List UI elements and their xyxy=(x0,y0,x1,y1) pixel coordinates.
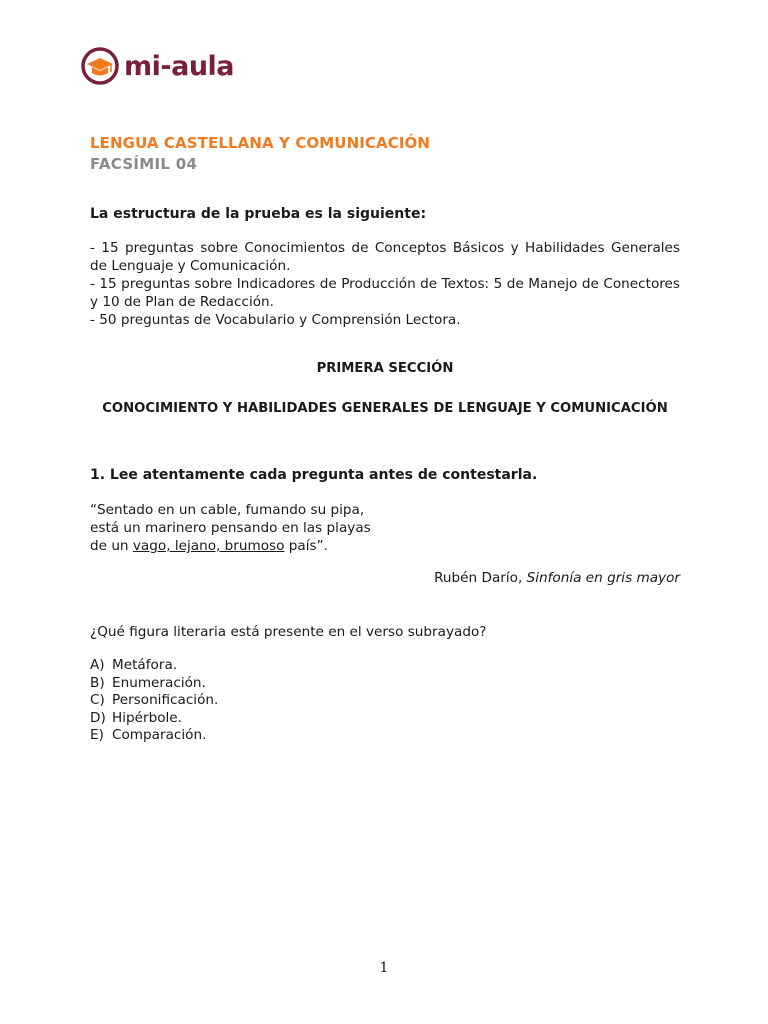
answer-option xyxy=(90,657,218,675)
option-text: Personificación. xyxy=(112,692,219,709)
option-text: Enumeración. xyxy=(112,674,206,691)
option-letter: E) xyxy=(90,727,104,744)
graduation-cap-circle-icon xyxy=(80,46,120,86)
question-instruction: 1. Lee atentamente cada pregunta antes de contestarla. xyxy=(90,467,538,483)
answer-option xyxy=(90,710,218,728)
option-text: Hipérbole. xyxy=(112,709,182,726)
option-letter: D) xyxy=(90,709,106,726)
underlined-verse: vago, lejano, brumoso xyxy=(132,538,285,554)
facsimil-title: FACSÍMIL 04 xyxy=(90,155,198,173)
section-subtitle: CONOCIMIENTO Y HABILIDADES GENERALES DE LENGUAJE Y COMUNICACIÓN xyxy=(102,401,668,416)
option-letter: C) xyxy=(90,692,105,709)
option-text: Metáfora. xyxy=(112,657,178,673)
poem-line: está un marinero pensando en las playas xyxy=(90,520,371,536)
subject-title: LENGUA CASTELLANA Y COMUNICACIÓN xyxy=(90,134,431,152)
option-letter: A) xyxy=(90,657,105,673)
structure-item: - 50 preguntas de Vocabulario y Comprensión Lectora. xyxy=(90,312,461,328)
answer-options xyxy=(90,657,218,745)
structure-item: - 15 preguntas sobre Indicadores de Producción de Textos: 5 de Manejo de Conectores y 10 de Plan de Redacción. xyxy=(90,276,680,310)
poem-attribution xyxy=(434,570,680,586)
attribution-author: Rubén Darío, xyxy=(434,570,527,586)
option-text: Comparación. xyxy=(112,727,207,744)
structure-item: - 15 preguntas sobre Conocimientos de Conceptos Básicos y Habilidades Generales de Lenguaje y Comunicación. xyxy=(90,240,680,274)
section-title: PRIMERA SECCIÓN xyxy=(316,361,454,376)
poem-quote xyxy=(90,501,371,555)
question-text: ¿Qué figura literaria está presente en el verso subrayado? xyxy=(90,624,487,640)
structure-list xyxy=(90,239,680,329)
structure-heading: La estructura de la prueba es la siguiente: xyxy=(90,206,427,222)
option-letter: B) xyxy=(90,674,105,691)
poem-line-suffix: país”. xyxy=(284,538,328,554)
logo-text: mi-aula xyxy=(124,50,235,82)
page-number: 1 xyxy=(379,960,389,976)
brand-logo xyxy=(80,46,234,86)
answer-option xyxy=(90,692,218,710)
answer-option xyxy=(90,675,218,693)
answer-option xyxy=(90,727,218,745)
attribution-work: Sinfonía en gris mayor xyxy=(526,570,680,586)
poem-line-prefix: de un xyxy=(90,538,133,554)
poem-line: “Sentado en un cable, fumando su pipa, xyxy=(90,502,365,518)
poem-line xyxy=(90,537,371,555)
